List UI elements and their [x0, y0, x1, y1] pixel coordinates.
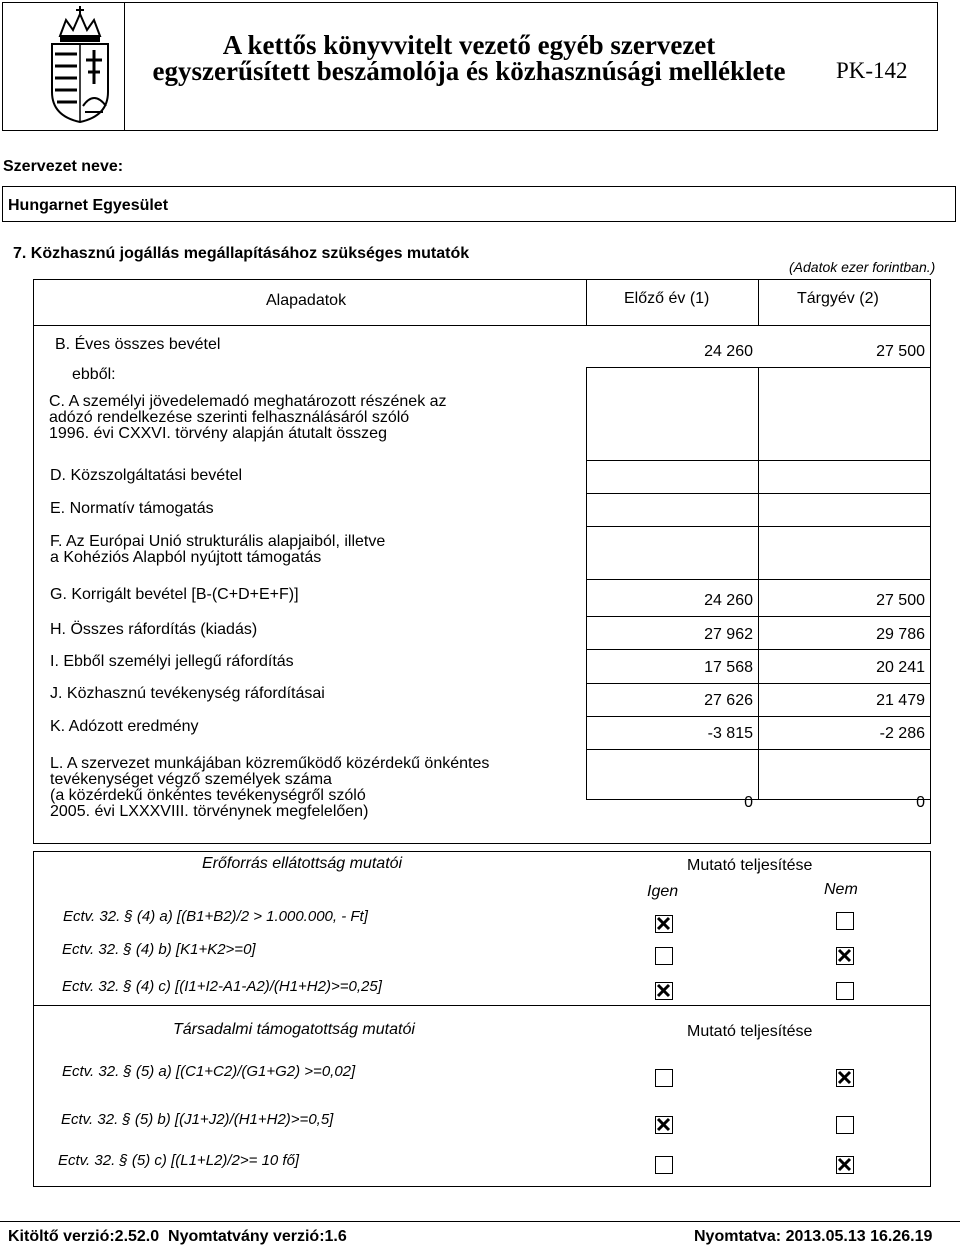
row-label: C. A személyi jövedelemadó meghatározott részének az: [49, 393, 447, 410]
col-header-base: Alapadatok: [266, 292, 347, 309]
indicator-label: Ectv. 32. § (5) c) [(L1+L2)/2>= 10 fő]: [58, 1152, 300, 1169]
checkbox-no[interactable]: [836, 912, 854, 930]
prev-year-value: 24 260: [704, 592, 753, 609]
indicator-label: Ectv. 32. § (4) a) [(B1+B2)/2 > 1.000.000, - Ft]: [63, 908, 368, 925]
checkbox-no[interactable]: [836, 947, 854, 965]
current-year-value: 0: [916, 794, 925, 811]
social-title: Társadalmi támogatottság mutatói: [173, 1021, 415, 1038]
checkbox-no[interactable]: [836, 1156, 854, 1174]
row-label: L. A szervezet munkájában közreműködő közérdekű önkéntes: [50, 755, 490, 772]
check-x-icon: [837, 1070, 852, 1085]
current-year-value: 27 500: [876, 592, 925, 609]
col-header-curr: Tárgyév (2): [797, 290, 879, 307]
current-year-value: 29 786: [876, 626, 925, 643]
prev-year-value: 0: [744, 794, 753, 811]
checkbox-yes[interactable]: [655, 915, 673, 933]
checkbox-no[interactable]: [836, 1116, 854, 1134]
checkbox-yes[interactable]: [655, 1069, 673, 1087]
checkbox-yes[interactable]: [655, 982, 673, 1000]
row-label: F. Az Európai Unió strukturális alapjaiból, illetve: [50, 533, 386, 550]
row-label: a Kohéziós Alapból nyújtott támogatás: [50, 549, 322, 566]
row-label: adózó rendelkezése szerinti felhasználásáról szóló: [49, 409, 410, 426]
row-label: (a közérdekű önkéntes tevékenységről szóló: [50, 787, 366, 804]
check-x-icon: [837, 1157, 852, 1172]
form-code: PK-142: [836, 58, 908, 83]
footer-versions: Kitöltő verzió:2.52.0 Nyomtatvány verzió:1.6: [8, 1228, 347, 1245]
row-label: J. Közhasznú tevékenység ráfordításai: [50, 685, 325, 702]
check-x-icon: [837, 948, 852, 963]
header-divider: [124, 2, 125, 131]
footer-printed: Nyomtatva: 2013.05.13 16.26.19: [694, 1228, 933, 1245]
check-x-icon: [656, 983, 671, 998]
checkbox-no[interactable]: [836, 1069, 854, 1087]
checkbox-no[interactable]: [836, 982, 854, 1000]
prev-year-value: 27 962: [704, 626, 753, 643]
row-label: 2005. évi LXXXVIII. törvénynek megfelelően): [50, 803, 369, 820]
col-header-prev: Előző év (1): [624, 290, 710, 307]
indicator-label: Ectv. 32. § (5) a) [(C1+C2)/(G1+G2) >=0,02]: [62, 1063, 356, 1080]
current-year-value: 21 479: [876, 692, 925, 709]
indicator-label: Ectv. 32. § (4) c) [(I1+I2-A1-A2)/(H1+H2)>=0,25]: [62, 978, 382, 995]
current-year-value: 27 500: [876, 343, 925, 360]
checkbox-yes[interactable]: [655, 947, 673, 965]
row-label: tevékenységet végző személyek száma: [50, 771, 332, 788]
row-label: I. Ebből személyi jellegű ráfordítás: [50, 653, 294, 670]
no-column-label: Nem: [824, 881, 858, 898]
check-x-icon: [656, 1117, 671, 1132]
unit-note: (Adatok ezer forintban.): [789, 259, 936, 275]
row-label: ebből:: [72, 366, 116, 383]
organization-name-label: Szervezet neve:: [3, 158, 124, 175]
row-label: H. Összes ráfordítás (kiadás): [50, 621, 258, 638]
row-label: 1996. évi CXXVI. törvény alapján átutalt összeg: [49, 425, 387, 442]
coat-of-arms-logo: [46, 6, 114, 124]
current-year-value: -2 286: [879, 725, 925, 742]
form-title-line2: egyszerűsített beszámolója és közhasznúsági melléklete: [152, 56, 786, 86]
yes-column-label: Igen: [647, 883, 679, 900]
indicator-label: Ectv. 32. § (4) b) [K1+K2>=0]: [62, 941, 256, 958]
row-label: E. Normatív támogatás: [50, 500, 214, 517]
checkbox-yes[interactable]: [655, 1156, 673, 1174]
resources-perf-title: Mutató teljesítése: [687, 857, 813, 874]
organization-name-value: Hungarnet Egyesület: [8, 197, 169, 214]
row-label: D. Közszolgáltatási bevétel: [50, 467, 243, 484]
indicator-label: Ectv. 32. § (5) b) [(J1+J2)/(H1+H2)>=0,5]: [61, 1111, 334, 1128]
prev-year-value: 17 568: [704, 659, 753, 676]
check-x-icon: [656, 916, 671, 931]
row-label: B. Éves összes bevétel: [55, 336, 221, 353]
prev-year-value: 24 260: [704, 343, 753, 360]
form-title-line1: A kettős könyvvitelt vezető egyéb szervezet: [222, 30, 716, 60]
row-label: K. Adózott eredmény: [50, 718, 199, 735]
prev-year-value: 27 626: [704, 692, 753, 709]
indicators-box: [33, 851, 931, 1187]
prev-year-value: -3 815: [707, 725, 753, 742]
row-label: G. Korrigált bevétel [B-(C+D+E+F)]: [50, 586, 299, 603]
social-perf-title: Mutató teljesítése: [687, 1023, 813, 1040]
section-title: 7. Közhasznú jogállás megállapításához szükséges mutatók: [13, 245, 470, 262]
current-year-value: 20 241: [876, 659, 925, 676]
resources-title: Erőforrás ellátottság mutatói: [202, 855, 403, 872]
checkbox-yes[interactable]: [655, 1116, 673, 1134]
